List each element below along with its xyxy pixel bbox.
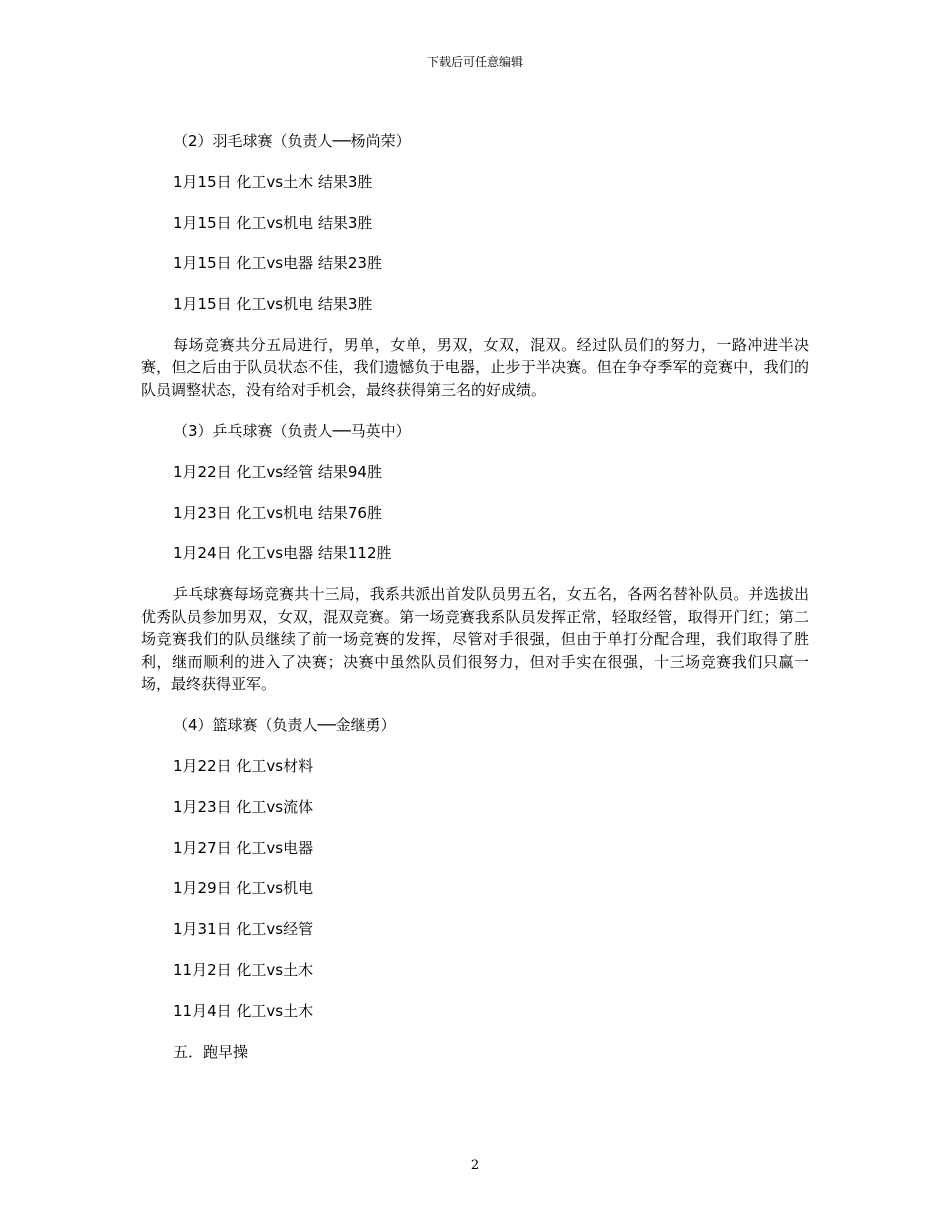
match-line: 1月15日 化工vs机电 结果3胜 — [173, 295, 373, 314]
match-line: 1月29日 化工vs机电 — [173, 879, 314, 898]
match-line: 1月15日 化工vs电器 结果23胜 — [173, 254, 382, 273]
match-line: 1月23日 化工vs机电 结果76胜 — [173, 503, 382, 522]
match-line: 1月15日 化工vs机电 结果3胜 — [173, 213, 373, 232]
match-line: 1月15日 化工vs土木 结果3胜 — [173, 172, 373, 191]
section-title-badminton: （2）羽毛球赛（负责人──杨尚荣） — [173, 132, 411, 150]
match-line: 11月2日 化工vs土木 — [173, 960, 314, 979]
summary-paragraph-table-tennis: 乒乓球赛每场竞赛共十三局，我系共派出首发队员男五名，女五名，各两名替补队员。并选拔出优秀队员参加男双，女双，混双竞赛。第一场竞赛我系队员发挥正常，轻取经管，取得开门红；第二场竞赛我们的队员继续了前一场竞赛的发挥，尽管对手很强，但由于单打分配合理，我们取得了胜利，继而顺利的进入了决赛；决赛中虽然队员们很努力，但对手实在很强，十三场竞赛我们只赢一场，最终获得亚军。 — [141, 585, 809, 694]
section-heading-morning-run: 五．跑早操 — [173, 1042, 249, 1061]
document-body — [141, 130, 809, 1081]
match-line: 1月22日 化工vs经管 结果94胜 — [173, 462, 382, 481]
page-number: 2 — [470, 1158, 480, 1173]
match-line: 1月27日 化工vs电器 — [173, 838, 314, 857]
section-title-basketball: （4）篮球赛（负责人──金继勇） — [173, 716, 396, 735]
match-line: 1月24日 化工vs电器 结果112胜 — [173, 544, 392, 563]
match-line: 11月4日 化工vs土木 — [173, 1001, 314, 1020]
match-line: 1月22日 化工vs材料 — [173, 756, 314, 775]
page-header: 下载后可任意编辑 — [426, 55, 523, 69]
match-line: 1月23日 化工vs流体 — [173, 797, 314, 816]
summary-paragraph-badminton: 每场竞赛共分五局进行，男单，女单，男双，女双，混双。经过队员们的努力，一路冲进半决赛，但之后由于队员状态不佳，我们遗憾负于电器，止步于半决赛。但在争夺季军的竞赛中，我们的队员调整状态，没有给对手机会，最终获得第三名的好成绩。 — [141, 335, 809, 399]
section-title-table-tennis: （3）乒乓球赛（负责人──马英中） — [173, 421, 411, 440]
match-line: 1月31日 化工vs经管 — [173, 920, 314, 939]
